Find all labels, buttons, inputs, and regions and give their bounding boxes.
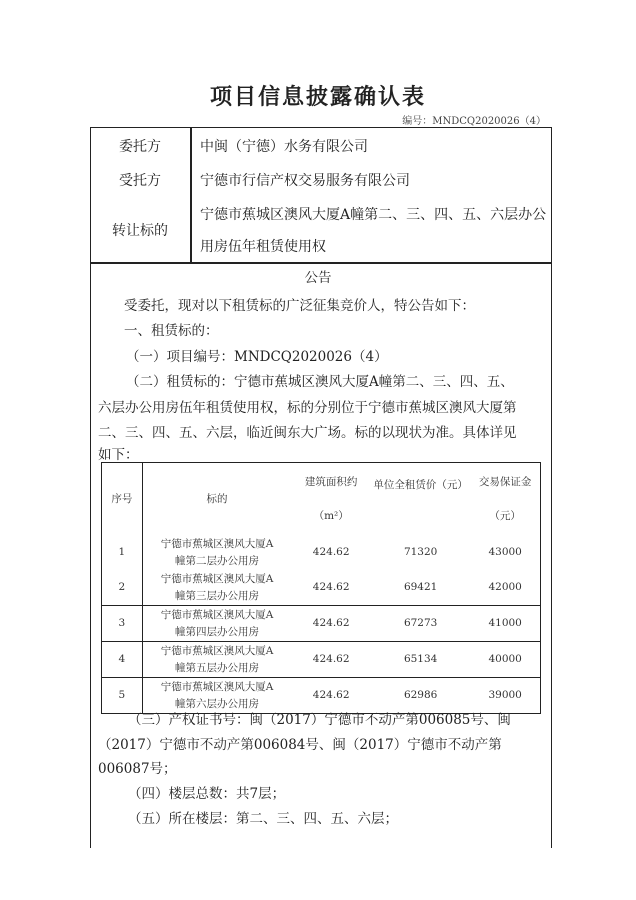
trustee-value: 宁德市行信产权交易服务有限公司 — [200, 173, 410, 189]
row-subject-line: 宁德市蕉城区澳风大厦A — [160, 680, 274, 693]
row-area: 424.62 — [312, 581, 350, 593]
row-price: 67273 — [371, 606, 470, 642]
table-header — [102, 463, 541, 536]
row-deposit: 41000 — [470, 606, 540, 642]
trustee-label: 受托方 — [119, 173, 161, 189]
row-area: 424.62 — [291, 606, 371, 642]
col-header-text: 交易保证金 — [478, 475, 532, 488]
row-price: 62986 — [371, 678, 470, 714]
table-row — [102, 642, 541, 678]
notice-line: 如下： — [98, 447, 139, 463]
divider — [90, 262, 552, 264]
row-price: 71320 — [403, 546, 438, 558]
subject-value-cont: 用房伍年租赁使用权 — [200, 239, 326, 255]
table-row — [102, 535, 541, 570]
row-deposit: 40000 — [470, 642, 540, 678]
col-header-text: 建筑面积约 — [304, 475, 358, 488]
row-subject-line: 幢第五层办公用房 — [175, 661, 260, 674]
row-number: 1 — [118, 546, 126, 558]
col-header-unit: （元） — [489, 509, 521, 522]
row-area: 424.62 — [312, 546, 350, 558]
after-line: （四）楼层总数：共7层； — [128, 786, 286, 802]
row-number: 3 — [102, 606, 143, 642]
after-line: 006087号； — [98, 761, 177, 777]
row-subject-line: 幢第三层办公用房 — [175, 589, 260, 602]
page-title: 项目信息披露确认表 — [209, 85, 426, 110]
row-deposit: 43000 — [488, 546, 522, 558]
row-subject — [142, 606, 291, 642]
row-subject-line: 宁德市蕉城区澳风大厦A — [160, 608, 274, 621]
col-header-unit: （m²） — [313, 509, 349, 522]
row-subject-line: 幢第四层办公用房 — [175, 625, 260, 638]
subject-label: 转让标的 — [112, 223, 168, 239]
subject-value: 宁德市蕉城区澳风大厦A幢第二、三、四、五、六层办公 — [200, 207, 547, 223]
document-code: 编号：MNDCQ2020026（4） — [402, 116, 546, 127]
row-area: 424.62 — [291, 678, 371, 714]
notice-line: （一）项目编号：MNDCQ2020026（4） — [126, 349, 388, 365]
row-subject-line: 幢第六层办公用房 — [175, 697, 260, 710]
row-deposit: 42000 — [488, 581, 522, 593]
col-header: 序号 — [111, 492, 133, 505]
divider — [190, 127, 192, 263]
row-subject — [142, 642, 291, 678]
entrusting-party-value: 中闽（宁德）水务有限公司 — [200, 139, 368, 155]
row-subject — [142, 535, 291, 570]
notice-line: 一、租赁标的： — [124, 323, 219, 339]
notice-line: 二、三、四、五、六层，临近闽东大广场。标的以现状为准。具体详见 — [98, 425, 517, 441]
table-row — [102, 606, 541, 642]
col-header — [291, 463, 371, 536]
row-number: 2 — [118, 581, 126, 593]
after-line: （三）产权证书号：闽（2017）宁德市不动产第006085号、闽 — [128, 712, 511, 728]
row-subject-line: 宁德市蕉城区澳风大厦A — [160, 572, 274, 585]
row-subject-line: 幢第二层办公用房 — [175, 554, 260, 567]
col-header: 单位全租赁价（元） — [373, 479, 468, 491]
lease-table — [101, 462, 541, 714]
row-number: 4 — [102, 642, 143, 678]
notice-line: （二）租赁标的：宁德市蕉城区澳风大厦A幢第二、三、四、五、 — [126, 374, 514, 390]
notice-line: 受委托，现对以下租赁标的广泛征集竞价人，特公告如下： — [124, 298, 475, 314]
col-header — [470, 463, 540, 536]
row-subject-line: 宁德市蕉城区澳风大厦A — [160, 644, 274, 657]
row-subject-line: 宁德市蕉城区澳风大厦A — [160, 537, 274, 550]
notice-heading: 公告 — [304, 270, 332, 286]
row-price: 69421 — [403, 581, 438, 593]
row-deposit: 39000 — [470, 678, 540, 714]
entrusting-party-label: 委托方 — [119, 139, 161, 155]
after-line: （五）所在楼层：第二、三、四、五、六层； — [128, 811, 398, 827]
table-row — [102, 570, 541, 606]
row-area: 424.62 — [291, 642, 371, 678]
after-line: （2017）宁德市不动产第006084号、闽（2017）宁德市不动产第 — [98, 737, 502, 753]
notice-line: 六层办公用房伍年租赁使用权，标的分别位于宁德市蕉城区澳风大厦第 — [98, 400, 517, 416]
row-number: 5 — [102, 678, 143, 714]
col-header: 标的 — [142, 463, 291, 536]
row-price: 65134 — [371, 642, 470, 678]
row-subject — [142, 570, 291, 606]
